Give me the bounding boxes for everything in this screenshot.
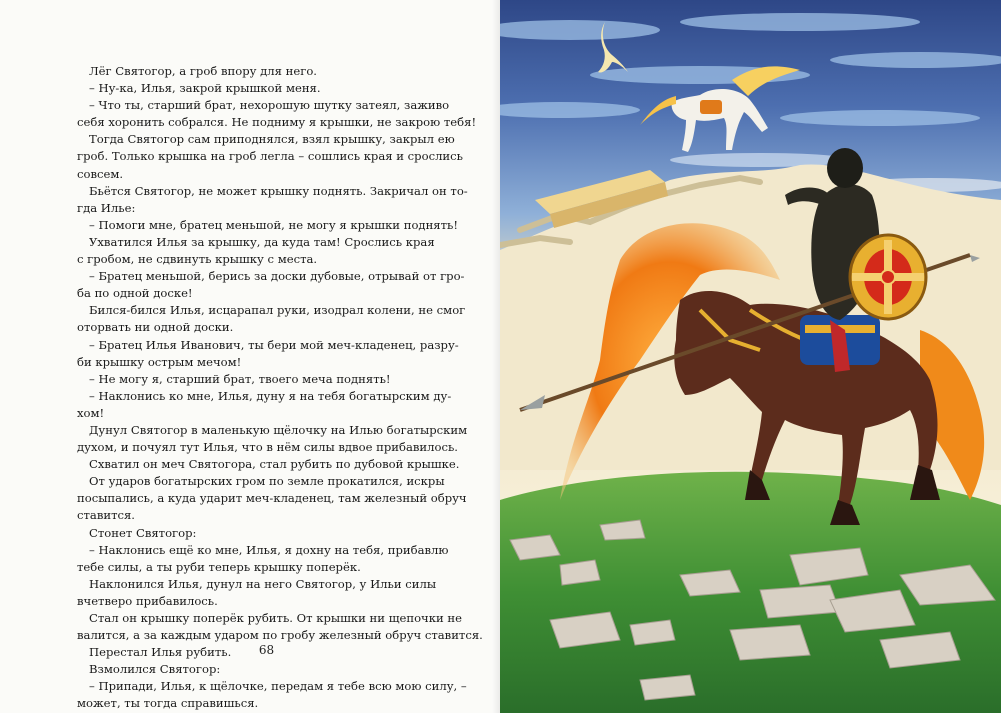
text-line: гроб. Только крышка на гроб легла – сошлись края и срослись	[77, 149, 463, 164]
text-line: тебе силы, а ты руби теперь крышку поперёк.	[77, 559, 361, 574]
text-line: Стонет Святогор:	[89, 525, 197, 540]
text-line: – Наклонись ещё ко мне, Илья, я дохну на тебя, прибавлю	[89, 542, 449, 557]
illustration-page	[500, 0, 1001, 713]
text-line: – Не могу я, старший брат, твоего меча поднять!	[89, 371, 391, 386]
text-line: может, ты тогда справишься.	[77, 696, 259, 711]
text-line: – Братец Илья Иванович, ты бери мой меч-кладенец, разру-	[89, 337, 459, 352]
story-text	[77, 63, 483, 713]
text-line: совсем.	[77, 166, 124, 181]
text-line: – Что ты, старший брат, нехорошую шутку затеял, заживо	[89, 98, 450, 113]
text-line: От ударов богатырских гром по земле прокатился, искры	[89, 474, 445, 489]
text-line: с гробом, не сдвинуть крышку с места.	[77, 252, 318, 267]
shield	[850, 235, 926, 319]
text-line: Стал он крышку поперёк рубить. От крышки ни щепочки не	[89, 611, 462, 625]
text-line: – Наклонись ко мне, Илья, дуну я на тебя богатырским ду-	[89, 388, 452, 403]
text-line: ставится.	[77, 508, 135, 523]
text-line: себя хоронить собрался. Не подниму я крышки, не закрою тебя!	[77, 115, 477, 130]
text-line: – Ну-ка, Илья, закрой крышкой меня.	[89, 81, 321, 96]
text-line: Схватил он меч Святогора, стал рубить по дубовой крышке.	[89, 457, 460, 472]
text-line: – Припади, Илья, к щёлочке, передам я тебе всю мою силу, –	[89, 679, 467, 694]
text-line: гда Илье:	[77, 200, 136, 215]
text-line: – Братец меньшой, берись за доски дубовые, отрывай от гро-	[89, 269, 465, 284]
text-line: ба по одной доске!	[77, 286, 193, 301]
text-line: валится, а за каждым ударом по гробу железный обруч ставится.	[77, 628, 483, 643]
text-line: Взмолился Святогор:	[89, 662, 221, 677]
text-line: Ухватился Илья за крышку, да куда там! Срослись края	[89, 234, 435, 249]
text-line: духом, и почуял тут Илья, что в нём силы вдвое прибавилось.	[77, 440, 458, 455]
page-number: 68	[258, 643, 275, 657]
text-line: Перестал Илья рубить.	[89, 645, 232, 660]
text-line: би крышку острым мечом!	[77, 354, 242, 369]
text-line: Бился-бился Илья, исцарапал руки, изодрал колени, не смог	[89, 303, 466, 318]
text-line: Дунул Святогор в маленькую щёлочку на Илью богатырским	[89, 422, 468, 437]
text-line: посыпались, а куда ударит меч-кладенец, там железный обруч	[77, 491, 467, 506]
text-line: оторвать ни одной доски.	[77, 320, 234, 335]
text-line: Наклонился Илья, дунул на него Святогор, у Ильи силы	[89, 576, 437, 591]
text-line: вчетверо прибавилось.	[77, 593, 218, 608]
text-line: Бьётся Святогор, не может крышку поднять. Закричал он то-	[89, 183, 468, 198]
left-page	[0, 0, 500, 713]
text-line: Тогда Святогор сам приподнялся, взял крышку, закрыл ею	[89, 132, 455, 147]
bogatyr-on-horseback-illustration	[500, 0, 1001, 713]
text-line: Лёг Святогор, а гроб впору для него.	[89, 64, 317, 78]
text-line: – Помоги мне, братец меньшой, не могу я крышки поднять!	[89, 217, 458, 232]
text-line: хом!	[77, 405, 105, 420]
